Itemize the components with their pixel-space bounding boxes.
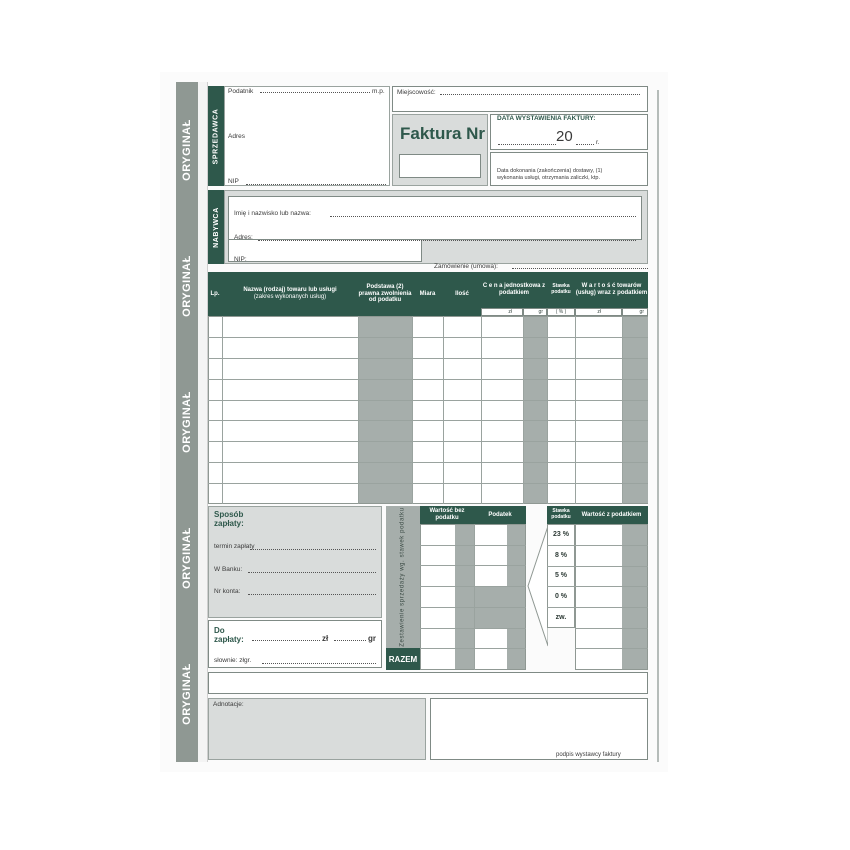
seller-section-label: SPRZEDAWCA bbox=[208, 86, 224, 186]
col-unit-header: Miara bbox=[412, 272, 443, 316]
buyer-name-label: Imię i nazwisko lub nazwa: bbox=[234, 210, 311, 217]
original-strip bbox=[176, 82, 198, 762]
invoice-number-field[interactable] bbox=[399, 154, 481, 178]
seller-box bbox=[224, 86, 390, 186]
original-label: ORYGINAŁ bbox=[181, 663, 193, 725]
col-basis-header: Podstawa (2) prawna zwolnienia od podatku bbox=[358, 272, 412, 316]
original-label: ORYGINAŁ bbox=[181, 527, 193, 589]
to-pay-zl: zł bbox=[322, 634, 329, 643]
seller-nip-line[interactable] bbox=[246, 184, 386, 185]
summary-row-divider bbox=[420, 648, 526, 649]
seller-address-label: Adres bbox=[228, 133, 245, 140]
col-value-header: W a r t o ś ć towarów (usług) wraz z podatkiem bbox=[575, 272, 648, 308]
table-column-divider bbox=[547, 316, 548, 504]
summary-gross-header: Wartość z podatkiem bbox=[575, 506, 648, 524]
issue-year: 20 bbox=[556, 128, 573, 145]
price-gr-column-shade bbox=[523, 317, 547, 503]
value-gr-subheader: gr bbox=[622, 308, 648, 316]
items-table-body bbox=[208, 316, 648, 504]
col-qty-header: Ilość bbox=[443, 272, 481, 316]
col-rate-header: Stawka podatku bbox=[547, 272, 575, 308]
rate-row-divider bbox=[547, 607, 648, 608]
summary-tax-header: Podatek bbox=[474, 506, 526, 524]
price-gr-subheader: gr bbox=[523, 308, 547, 316]
table-row-divider bbox=[208, 358, 648, 359]
issue-date-label: DATA WYSTAWIENIA FAKTURY: bbox=[497, 115, 596, 122]
summary-rate-header: Stawka podatku bbox=[547, 506, 575, 524]
extra-row[interactable] bbox=[208, 672, 648, 694]
seller-name-line[interactable] bbox=[260, 92, 370, 93]
table-column-divider bbox=[358, 316, 359, 504]
buyer-address-line[interactable] bbox=[258, 240, 636, 241]
payment-account-label: Nr konta: bbox=[214, 588, 241, 595]
table-row-divider bbox=[208, 420, 648, 421]
buyer-name-line[interactable] bbox=[330, 216, 636, 217]
invoice-title: Faktura Nr bbox=[400, 124, 486, 143]
issue-suffix: r. bbox=[596, 139, 600, 146]
seller-podatnik-label: Podatnik bbox=[228, 88, 254, 95]
issue-day-line[interactable] bbox=[498, 144, 556, 145]
to-pay-amount-line[interactable] bbox=[252, 640, 320, 641]
table-column-divider bbox=[622, 316, 623, 504]
table-row-divider bbox=[208, 483, 648, 484]
table-column-divider bbox=[481, 316, 482, 504]
summary-rate-cell: 0 % bbox=[554, 593, 568, 601]
summary-total-label: RAZEM bbox=[386, 648, 420, 670]
col-name-subtitle: (zakres wykonanych usług) bbox=[253, 294, 327, 300]
signature-box[interactable] bbox=[430, 698, 648, 760]
summary-rate-cell: 8 % bbox=[554, 551, 568, 559]
buyer-name-field[interactable] bbox=[228, 196, 642, 240]
place-label: Miejscowość: bbox=[397, 89, 436, 96]
buyer-address-label: Adres: bbox=[234, 234, 253, 241]
table-column-divider bbox=[443, 316, 444, 504]
buyer-nip-label: NIP: bbox=[234, 256, 247, 263]
delivery-date-line2: wykonania usługi, otrzymania zaliczki, ktp. bbox=[497, 175, 601, 181]
payment-bank-line[interactable] bbox=[248, 572, 376, 573]
rate-pct-subheader: ( % ) bbox=[547, 308, 575, 316]
to-pay-words-label: słownie: złgr. bbox=[214, 657, 252, 664]
value-gr-column-shade bbox=[622, 317, 648, 503]
summary-rate-cell: zw. bbox=[555, 614, 567, 622]
original-label: ORYGINAŁ bbox=[181, 255, 193, 317]
summary-rate-cell: 5 % bbox=[554, 572, 568, 580]
basis-column-shade bbox=[358, 317, 412, 503]
price-zl-subheader: zł bbox=[481, 308, 523, 316]
summary-net-header: Wartość bez podatku bbox=[420, 506, 474, 524]
table-row-divider bbox=[208, 379, 648, 380]
buyer-order-label: Zamówienie (umowa): bbox=[434, 263, 498, 270]
table-row-divider bbox=[208, 337, 648, 338]
buyer-nip-field[interactable] bbox=[228, 240, 422, 262]
table-row-divider bbox=[208, 400, 648, 401]
table-column-divider bbox=[222, 316, 223, 504]
col-lp-header: Lp. bbox=[208, 272, 222, 316]
payment-term-line[interactable] bbox=[250, 549, 376, 550]
issue-year-line[interactable] bbox=[576, 144, 594, 145]
col-name-header bbox=[222, 272, 358, 316]
rate-row-divider bbox=[547, 545, 648, 546]
summary-row-divider bbox=[420, 628, 526, 629]
table-column-divider bbox=[523, 316, 524, 504]
seller-mp-label: m.p. bbox=[372, 88, 385, 95]
summary-row-divider bbox=[420, 607, 526, 608]
delivery-date-line1: Data dokonania (zakończenia) dostawy, (1) bbox=[497, 168, 603, 174]
gross-row-divider bbox=[575, 648, 648, 649]
to-pay-gr: gr bbox=[368, 634, 376, 643]
to-pay-title: Do zapłaty: bbox=[214, 626, 244, 644]
place-line[interactable] bbox=[440, 94, 640, 95]
summary-column-divider bbox=[474, 524, 475, 670]
summary-side-label: Zestawienie sprzedaży wg. stawek podatku bbox=[386, 506, 420, 648]
table-column-divider bbox=[412, 316, 413, 504]
col-price-header: C e n a jednostkowa z podatkiem bbox=[481, 272, 547, 308]
seller-nip-label: NIP bbox=[228, 178, 239, 185]
print-info-strip bbox=[198, 82, 208, 762]
summary-row-divider bbox=[420, 545, 526, 546]
col-name-title: Nazwa (rodzaj) towaru lub usługi bbox=[243, 287, 337, 294]
to-pay-words-line[interactable] bbox=[262, 663, 376, 664]
table-row-divider bbox=[208, 462, 648, 463]
payment-title: Sposób zapłaty: bbox=[214, 510, 244, 528]
rate-row-divider bbox=[547, 566, 648, 567]
summary-arrow bbox=[526, 524, 548, 648]
signature-label: podpis wystawcy faktury bbox=[556, 752, 621, 758]
right-edge-line bbox=[657, 90, 659, 762]
buyer-section-label: NABYWCA bbox=[208, 190, 224, 264]
value-zl-subheader: zł bbox=[575, 308, 622, 316]
summary-row-divider bbox=[420, 586, 526, 587]
gross-row-divider bbox=[575, 628, 648, 629]
buyer-order-line[interactable] bbox=[512, 268, 648, 269]
original-label: ORYGINAŁ bbox=[181, 391, 193, 453]
payment-term-label: termin zapłaty bbox=[214, 543, 255, 550]
to-pay-gr-line[interactable] bbox=[334, 640, 366, 641]
original-label: ORYGINAŁ bbox=[181, 119, 193, 181]
summary-row-divider bbox=[420, 565, 526, 566]
rate-row-divider bbox=[547, 586, 648, 587]
payment-account-line[interactable] bbox=[248, 594, 376, 595]
table-column-divider bbox=[575, 316, 576, 504]
summary-rate-cell: 23 % bbox=[553, 530, 569, 538]
payment-bank-label: W Banku: bbox=[214, 566, 243, 573]
notes-label: Adnotacje: bbox=[213, 701, 244, 708]
table-row-divider bbox=[208, 441, 648, 442]
